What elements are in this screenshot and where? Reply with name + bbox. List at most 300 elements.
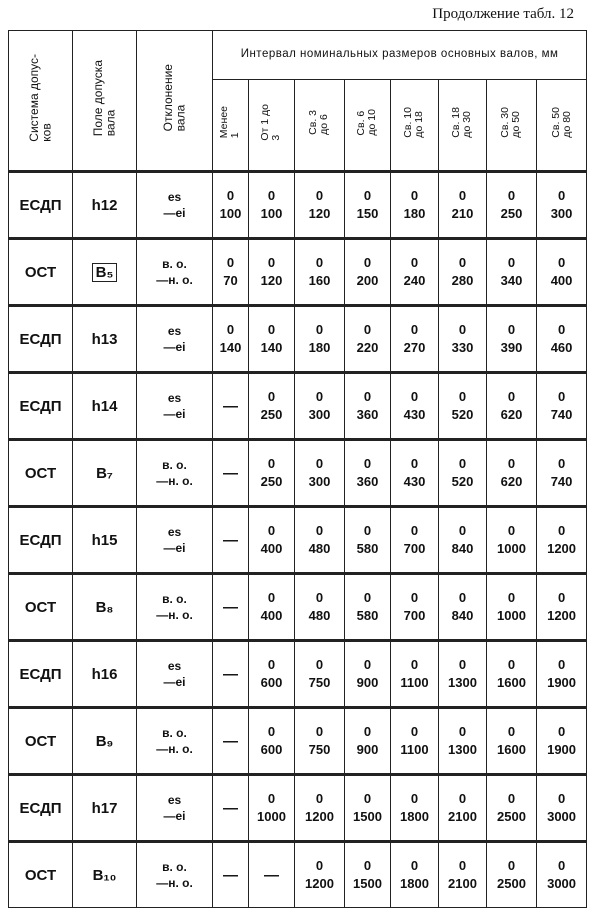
- upper-deviation-value: 0: [557, 858, 566, 874]
- field-cell: [73, 507, 137, 574]
- deviation-lower: —ei: [163, 340, 186, 354]
- upper-deviation-value: 0: [363, 523, 372, 539]
- value-cell: [487, 172, 537, 239]
- lower-deviation-value: 300: [308, 474, 331, 489]
- header-column-label: Св. 3 до 6: [307, 110, 331, 135]
- header-column-label: Св. 10 до 18: [402, 107, 426, 138]
- header-column-6: [439, 80, 487, 172]
- value-cell: [345, 842, 391, 908]
- value-cell: [439, 172, 487, 239]
- table-row: [9, 708, 587, 775]
- upper-deviation-value: 0: [363, 322, 372, 338]
- value-cell: [537, 440, 587, 507]
- value-cell: [391, 641, 439, 708]
- deviation-lower: —ei: [163, 541, 186, 555]
- deviation-upper: es: [167, 658, 182, 673]
- table-row: [9, 574, 587, 641]
- upper-deviation-value: 0: [458, 322, 467, 338]
- value-cell: [295, 239, 345, 306]
- lower-deviation-value: 300: [308, 407, 331, 422]
- lower-deviation-value: 1000: [257, 809, 286, 824]
- deviation-upper: в. о.: [162, 725, 187, 740]
- table-row: [9, 507, 587, 574]
- upper-deviation-value: 0: [410, 255, 419, 271]
- lower-deviation-value: 750: [308, 675, 331, 690]
- upper-deviation-value: 0: [507, 657, 516, 673]
- field-cell: [73, 373, 137, 440]
- lower-deviation-value: 460: [550, 340, 573, 355]
- value-cell: [249, 708, 295, 775]
- upper-deviation-value: 0: [507, 523, 516, 539]
- field-cell: [73, 440, 137, 507]
- value-cell: [295, 440, 345, 507]
- value-cell: [391, 306, 439, 373]
- upper-deviation-value: 0: [557, 456, 566, 472]
- system-cell: ЕСДП: [9, 641, 73, 708]
- lower-deviation-value: 700: [403, 541, 426, 556]
- upper-deviation-value: 0: [315, 590, 324, 606]
- upper-deviation-value: 0: [458, 389, 467, 405]
- deviation-upper: es: [167, 792, 182, 807]
- upper-deviation-value: 0: [267, 389, 276, 405]
- value-cell: [345, 775, 391, 842]
- value-cell: [439, 574, 487, 641]
- value-cell: [439, 708, 487, 775]
- field-cell: [73, 239, 137, 306]
- table-row: [9, 172, 587, 239]
- upper-deviation-value: 0: [507, 724, 516, 740]
- value-cell: [439, 775, 487, 842]
- upper-deviation-value: 0: [557, 791, 566, 807]
- upper-deviation-value: 0: [363, 858, 372, 874]
- lower-deviation-value: 1000: [497, 608, 526, 623]
- system-cell: ЕСДП: [9, 373, 73, 440]
- upper-deviation-value: 0: [267, 456, 276, 472]
- system-cell: ОСТ: [9, 708, 73, 775]
- value-cell: [295, 306, 345, 373]
- upper-deviation-value: 0: [315, 322, 324, 338]
- value-cell: [295, 842, 345, 908]
- upper-deviation-value: 0: [363, 657, 372, 673]
- deviation-lower: —н. о.: [156, 474, 193, 488]
- header-row-top: [9, 31, 587, 80]
- lower-deviation-value: 1200: [547, 541, 577, 556]
- value-cell: [345, 306, 391, 373]
- field-label: h16: [91, 665, 118, 683]
- upper-deviation-value: 0: [557, 657, 566, 673]
- value-cell: [295, 172, 345, 239]
- lower-deviation-value: 1100: [400, 675, 429, 690]
- value-cell: [249, 306, 295, 373]
- upper-deviation-value: 0: [315, 389, 324, 405]
- lower-deviation-value: 1800: [400, 876, 429, 891]
- header-column-label: Св. 50 до 80: [549, 107, 573, 138]
- table-row: [9, 775, 587, 842]
- deviation-lower: —н. о.: [156, 876, 193, 890]
- table-row: [9, 440, 587, 507]
- system-cell: ОСТ: [9, 842, 73, 908]
- value-cell: [345, 239, 391, 306]
- deviation-upper: es: [167, 189, 182, 204]
- value-cell: [439, 373, 487, 440]
- upper-deviation-value: 0: [410, 724, 419, 740]
- upper-deviation-value: 0: [458, 724, 467, 740]
- lower-deviation-value: 2500: [497, 809, 526, 824]
- field-cell: [73, 775, 137, 842]
- lower-deviation-value: 1200: [305, 809, 334, 824]
- lower-deviation-value: 250: [260, 474, 283, 489]
- deviation-cell: [137, 775, 213, 842]
- value-cell: [391, 842, 439, 908]
- lower-deviation-value: 3000: [547, 876, 577, 891]
- header-system: [9, 31, 73, 172]
- field-label: h12: [91, 196, 118, 214]
- lower-deviation-value: 580: [356, 608, 379, 623]
- value-cell: [537, 708, 587, 775]
- lower-deviation-value: 400: [260, 541, 283, 556]
- upper-deviation-value: 0: [507, 858, 516, 874]
- upper-deviation-value: 0: [458, 791, 467, 807]
- upper-deviation-value: 0: [363, 389, 372, 405]
- header-column-label: Менее 1: [218, 106, 242, 139]
- upper-deviation-value: 0: [363, 724, 372, 740]
- lower-deviation-value: 1900: [547, 742, 577, 757]
- deviation-cell: [137, 239, 213, 306]
- lower-deviation-value: 1900: [547, 675, 577, 690]
- upper-deviation-value: 0: [458, 657, 467, 673]
- lower-deviation-value: 210: [451, 206, 474, 221]
- value-cell: [537, 306, 587, 373]
- upper-deviation-value: 0: [410, 791, 419, 807]
- upper-deviation-value: 0: [410, 590, 419, 606]
- lower-deviation-value: 300: [550, 206, 573, 221]
- upper-deviation-value: 0: [226, 255, 235, 271]
- upper-deviation-value: 0: [363, 255, 372, 271]
- field-cell: [73, 306, 137, 373]
- lower-deviation-value: 400: [260, 608, 283, 623]
- value-cell: [439, 507, 487, 574]
- value-cell: —: [213, 440, 249, 507]
- header-column-label: Св. 18 до 30: [450, 107, 474, 138]
- value-cell: [345, 440, 391, 507]
- lower-deviation-value: 480: [308, 608, 331, 623]
- header-system-label: Система допус- ков: [26, 54, 54, 142]
- value-cell: [487, 507, 537, 574]
- lower-deviation-value: 100: [219, 206, 242, 221]
- upper-deviation-value: 0: [507, 389, 516, 405]
- header-column-3: [295, 80, 345, 172]
- lower-deviation-value: 360: [356, 407, 379, 422]
- upper-deviation-value: 0: [363, 456, 372, 472]
- lower-deviation-value: 140: [260, 340, 283, 355]
- deviation-cell: [137, 373, 213, 440]
- value-cell: [345, 373, 391, 440]
- lower-deviation-value: 520: [451, 407, 474, 422]
- value-cell: [295, 574, 345, 641]
- upper-deviation-value: 0: [557, 255, 566, 271]
- upper-deviation-value: 0: [557, 188, 566, 204]
- value-cell: [213, 239, 249, 306]
- upper-deviation-value: 0: [267, 590, 276, 606]
- upper-deviation-value: 0: [557, 389, 566, 405]
- lower-deviation-value: 390: [500, 340, 523, 355]
- lower-deviation-value: 1600: [497, 675, 526, 690]
- deviation-cell: [137, 306, 213, 373]
- deviation-lower: —н. о.: [156, 608, 193, 622]
- lower-deviation-value: 520: [451, 474, 474, 489]
- lower-deviation-value: 2500: [497, 876, 526, 891]
- deviation-cell: [137, 708, 213, 775]
- lower-deviation-value: 150: [356, 206, 379, 221]
- lower-deviation-value: 400: [550, 273, 573, 288]
- value-cell: [537, 172, 587, 239]
- value-cell: [391, 574, 439, 641]
- header-column-label: От 1 до 3: [259, 104, 283, 141]
- field-cell: [73, 641, 137, 708]
- field-label: B₉: [95, 732, 114, 750]
- system-cell: ОСТ: [9, 574, 73, 641]
- upper-deviation-value: 0: [410, 322, 419, 338]
- value-cell: [249, 440, 295, 507]
- value-cell: —: [213, 574, 249, 641]
- deviation-upper: es: [167, 323, 182, 338]
- tolerance-table: [8, 30, 587, 908]
- value-cell: [487, 641, 537, 708]
- deviation-upper: в. о.: [162, 591, 187, 606]
- lower-deviation-value: 600: [260, 675, 283, 690]
- header-column-2: [249, 80, 295, 172]
- lower-deviation-value: 900: [356, 675, 379, 690]
- upper-deviation-value: 0: [267, 523, 276, 539]
- lower-deviation-value: 1000: [497, 541, 526, 556]
- field-label: B₇: [96, 464, 113, 482]
- lower-deviation-value: 1800: [400, 809, 429, 824]
- value-cell: [537, 775, 587, 842]
- lower-deviation-value: 750: [308, 742, 331, 757]
- value-cell: [345, 641, 391, 708]
- header-interval: Интервал номинальных размеров основных валов, мм: [213, 31, 587, 80]
- table-row: [9, 373, 587, 440]
- lower-deviation-value: 1200: [305, 876, 334, 891]
- field-cell: [73, 708, 137, 775]
- value-cell: [537, 373, 587, 440]
- value-cell: [391, 239, 439, 306]
- value-cell: [487, 775, 537, 842]
- header-deviation: [137, 31, 213, 172]
- upper-deviation-value: 0: [458, 255, 467, 271]
- value-cell: —: [213, 373, 249, 440]
- lower-deviation-value: 70: [223, 273, 238, 288]
- value-cell: —: [213, 641, 249, 708]
- lower-deviation-value: 740: [550, 474, 573, 489]
- table-row: [9, 641, 587, 708]
- lower-deviation-value: 430: [403, 407, 426, 422]
- deviation-cell: [137, 842, 213, 908]
- value-cell: [249, 172, 295, 239]
- value-cell: [537, 574, 587, 641]
- header-column-8: [537, 80, 587, 172]
- table-row: [9, 306, 587, 373]
- field-label: h17: [91, 799, 118, 817]
- table-caption: Продолжение табл. 12: [432, 6, 574, 22]
- value-cell: [537, 239, 587, 306]
- value-cell: [295, 708, 345, 775]
- value-cell: [249, 373, 295, 440]
- value-cell: [213, 306, 249, 373]
- upper-deviation-value: 0: [267, 188, 276, 204]
- value-cell: [295, 507, 345, 574]
- upper-deviation-value: 0: [267, 255, 276, 271]
- upper-deviation-value: 0: [458, 858, 467, 874]
- deviation-upper: в. о.: [162, 457, 187, 472]
- value-cell: [439, 641, 487, 708]
- value-cell: [345, 574, 391, 641]
- lower-deviation-value: 270: [403, 340, 426, 355]
- value-cell: [249, 239, 295, 306]
- value-cell: [487, 708, 537, 775]
- upper-deviation-value: 0: [507, 255, 516, 271]
- table-row: [9, 842, 587, 908]
- value-cell: [487, 306, 537, 373]
- value-cell: [439, 239, 487, 306]
- field-label: h14: [91, 397, 118, 415]
- value-cell: [537, 842, 587, 908]
- upper-deviation-value: 0: [507, 456, 516, 472]
- deviation-lower: —ei: [163, 206, 186, 220]
- system-cell: ОСТ: [9, 239, 73, 306]
- lower-deviation-value: 120: [260, 273, 283, 288]
- value-cell: [249, 507, 295, 574]
- value-cell: [345, 507, 391, 574]
- header-column-1: [213, 80, 249, 172]
- header-field-label: Поле допуска вала: [90, 59, 118, 137]
- header-column-4: [345, 80, 391, 172]
- value-cell: [391, 507, 439, 574]
- lower-deviation-value: 620: [500, 407, 523, 422]
- upper-deviation-value: 0: [315, 858, 324, 874]
- value-cell: [487, 440, 537, 507]
- upper-deviation-value: 0: [557, 523, 566, 539]
- lower-deviation-value: 180: [308, 340, 331, 355]
- header-column-7: [487, 80, 537, 172]
- upper-deviation-value: 0: [267, 322, 276, 338]
- deviation-lower: —н. о.: [156, 742, 193, 756]
- upper-deviation-value: 0: [410, 389, 419, 405]
- lower-deviation-value: 840: [451, 608, 474, 623]
- upper-deviation-value: 0: [458, 523, 467, 539]
- lower-deviation-value: 1600: [497, 742, 526, 757]
- upper-deviation-value: 0: [410, 523, 419, 539]
- upper-deviation-value: 0: [410, 657, 419, 673]
- field-label: B₁₀: [92, 866, 117, 884]
- lower-deviation-value: 1100: [400, 742, 429, 757]
- lower-deviation-value: 160: [308, 273, 331, 288]
- table-row: [9, 239, 587, 306]
- value-cell: —: [213, 507, 249, 574]
- value-cell: [249, 574, 295, 641]
- upper-deviation-value: 0: [557, 724, 566, 740]
- lower-deviation-value: 280: [451, 273, 474, 288]
- lower-deviation-value: 2100: [448, 809, 477, 824]
- upper-deviation-value: 0: [267, 657, 276, 673]
- lower-deviation-value: 600: [260, 742, 283, 757]
- value-cell: [439, 306, 487, 373]
- upper-deviation-value: 0: [410, 456, 419, 472]
- value-cell: [391, 775, 439, 842]
- lower-deviation-value: 900: [356, 742, 379, 757]
- header-column-5: [391, 80, 439, 172]
- deviation-lower: —ei: [163, 809, 186, 823]
- value-cell: [213, 172, 249, 239]
- value-cell: [345, 172, 391, 239]
- deviation-upper: в. о.: [162, 256, 187, 271]
- value-cell: [391, 373, 439, 440]
- system-cell: ЕСДП: [9, 507, 73, 574]
- value-cell: [487, 239, 537, 306]
- value-cell: [439, 842, 487, 908]
- deviation-cell: [137, 172, 213, 239]
- value-cell: [487, 574, 537, 641]
- lower-deviation-value: 2100: [448, 876, 477, 891]
- lower-deviation-value: 200: [356, 273, 379, 288]
- header-column-label: Св. 30 до 50: [499, 107, 523, 138]
- lower-deviation-value: 220: [356, 340, 379, 355]
- field-label: B₅: [92, 263, 118, 282]
- lower-deviation-value: 250: [260, 407, 283, 422]
- value-cell: [295, 373, 345, 440]
- upper-deviation-value: 0: [507, 322, 516, 338]
- lower-deviation-value: 740: [550, 407, 573, 422]
- header-field: [73, 31, 137, 172]
- lower-deviation-value: 480: [308, 541, 331, 556]
- upper-deviation-value: 0: [363, 791, 372, 807]
- field-cell: [73, 574, 137, 641]
- deviation-upper: es: [167, 390, 182, 405]
- upper-deviation-value: 0: [267, 791, 276, 807]
- upper-deviation-value: 0: [315, 791, 324, 807]
- upper-deviation-value: 0: [363, 590, 372, 606]
- lower-deviation-value: 250: [500, 206, 523, 221]
- deviation-lower: —ei: [163, 675, 186, 689]
- upper-deviation-value: 0: [557, 590, 566, 606]
- value-cell: [439, 440, 487, 507]
- deviation-cell: [137, 440, 213, 507]
- upper-deviation-value: 0: [363, 188, 372, 204]
- value-cell: [249, 775, 295, 842]
- upper-deviation-value: 0: [507, 791, 516, 807]
- lower-deviation-value: 840: [451, 541, 474, 556]
- lower-deviation-value: 620: [500, 474, 523, 489]
- upper-deviation-value: 0: [267, 724, 276, 740]
- deviation-lower: —н. о.: [156, 273, 193, 287]
- upper-deviation-value: 0: [410, 858, 419, 874]
- upper-deviation-value: 0: [315, 188, 324, 204]
- lower-deviation-value: 580: [356, 541, 379, 556]
- upper-deviation-value: 0: [315, 657, 324, 673]
- system-cell: ЕСДП: [9, 775, 73, 842]
- system-cell: ОСТ: [9, 440, 73, 507]
- field-label: h15: [91, 531, 118, 549]
- upper-deviation-value: 0: [507, 590, 516, 606]
- field-cell: [73, 842, 137, 908]
- lower-deviation-value: 700: [403, 608, 426, 623]
- value-cell: [537, 641, 587, 708]
- lower-deviation-value: 240: [403, 273, 426, 288]
- field-label: B₈: [95, 598, 114, 616]
- header-deviation-label: Отклонение вала: [160, 64, 188, 132]
- field-cell: [73, 172, 137, 239]
- lower-deviation-value: 3000: [547, 809, 577, 824]
